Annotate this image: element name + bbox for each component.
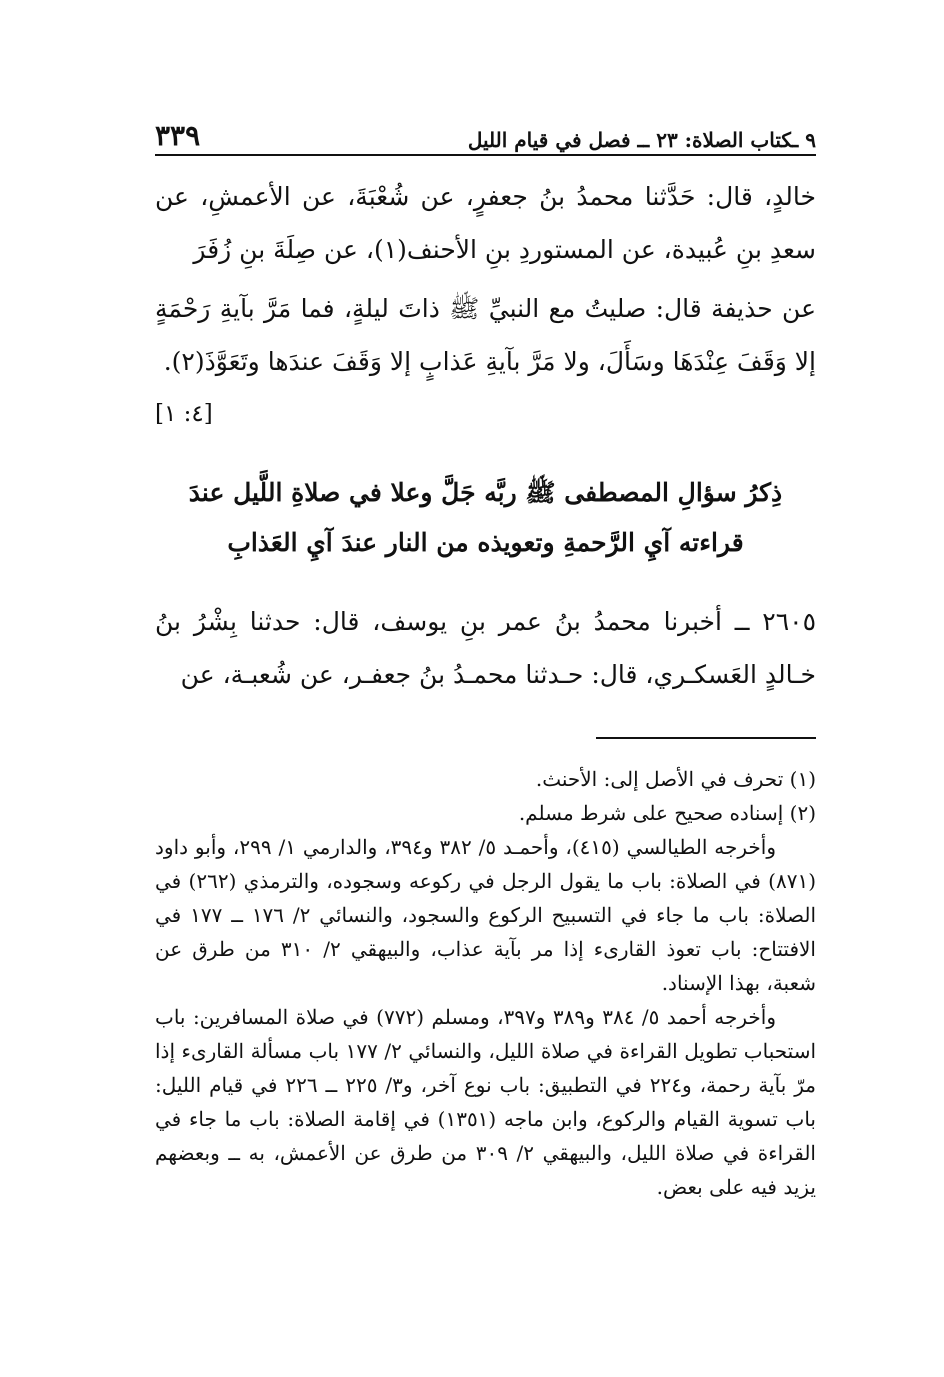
header-rule [155, 154, 816, 156]
footnote-rule [596, 737, 816, 739]
page-number: ٣٣٩ [155, 119, 201, 152]
footnote-1: (١) تحرف في الأصل إلى: الأحنث. [535, 767, 816, 791]
hadith-matn-text: عن حذيفة قال: صليتُ مع النبيِّ ﷺ ذاتَ ليلةٍ، فما مَرَّ بآيةِ رَحْمَةٍ إلا وَقَفَ عِنْدَهَا وسَأَلَ، ولا مَرَّ بآيةِ عَذابٍ إلا وَقَفَ عندَها وتَعَوَّذَ(٢). [155, 294, 816, 376]
running-title: ٩ ـكتاب الصلاة: ٢٣ ــ فصل في قيام الليل [467, 128, 816, 152]
footnote-paragraph-2: وأخرجه أحمد ٥/ ٣٨٤ و٣٨٩ و٣٩٧، ومسلم (٧٧٢) في صلاة المسافرين: باب استحباب تطويل القراءة في صلاة الليل، والنسائي ٢/ ١٧٧ باب مسألة القارىء إذا مرّ بآية رحمة، و٢٢٤ في التطبيق: باب نوع آخر، و٣/ ٢٢٥ ــ ٢٢٦ في قيام الليل: باب تسوية القيام والركوع، وابن ماجه (١٣٥١) في إقامة الصلاة: باب ما جاء في القراءة في صلاة الليل، والبيهقي ٢/ ٣٠٩ من طرق عن الأعمش، به ــ وبعضهم يزيد فيه على بعض. [155, 1005, 817, 1199]
page-header [155, 108, 816, 152]
hadith-reference: [٤: ١] [155, 401, 213, 427]
hadith-isnad: خالدٍ، قال: حَدَّثنا محمدُ بنُ جعفرٍ، عن شُعْبَةَ، عن الأعمشِ، عن سعدِ بنِ عُبيدة، عن المستوردِ بنِ الأحنف(١)، عن صِلَةَ بنِ زُفَرَ [155, 182, 816, 264]
hadith-matn [155, 282, 816, 441]
chapter-heading: ذِكرُ سؤالِ المصطفى ﷺ ربَّه جَلَّ وعلا في صلاةِ اللَّيل عندَ قراءته آيِ الرَّحمةِ وتعويذه من النار عندَ آيِ العَذابِ [188, 478, 783, 557]
footnote-2: (٢) إسناده صحيح على شرط مسلم. [518, 801, 816, 825]
footnotes [155, 762, 816, 1204]
footnote-paragraph-1: وأخرجه الطيالسي (٤١٥)، وأحمـد ٥/ ٣٨٢ و٣٩٤، والدارمي ١/ ٢٩٩، وأبو داود (٨٧١) في الصلاة: باب ما يقول الرجل في ركوعه وسجوده، والترمذي (٢٦٢) في الصلاة: باب ما جاء في التسبيح الركوع والسجود، والنسائي ٢/ ١٧٦ ــ ١٧٧ في الافتتاح: باب تعوذ القارىء إذا مر بآية عذاب، والبيهقي ٢/ ٣١٠ من طرق عن شعبة، بهذا الإسناد. [155, 835, 817, 995]
hadith-2605: ٢٦٠٥ ــ أخبرنا محمدُ بنُ عمر بنِ يوسف، قال: حدثنا بِشْرُ بنُ خـالدٍ العَسكـري، قال: حـدثنا محمـدُ بنُ جعفـر، عن شُعبـة، عن [155, 607, 816, 689]
